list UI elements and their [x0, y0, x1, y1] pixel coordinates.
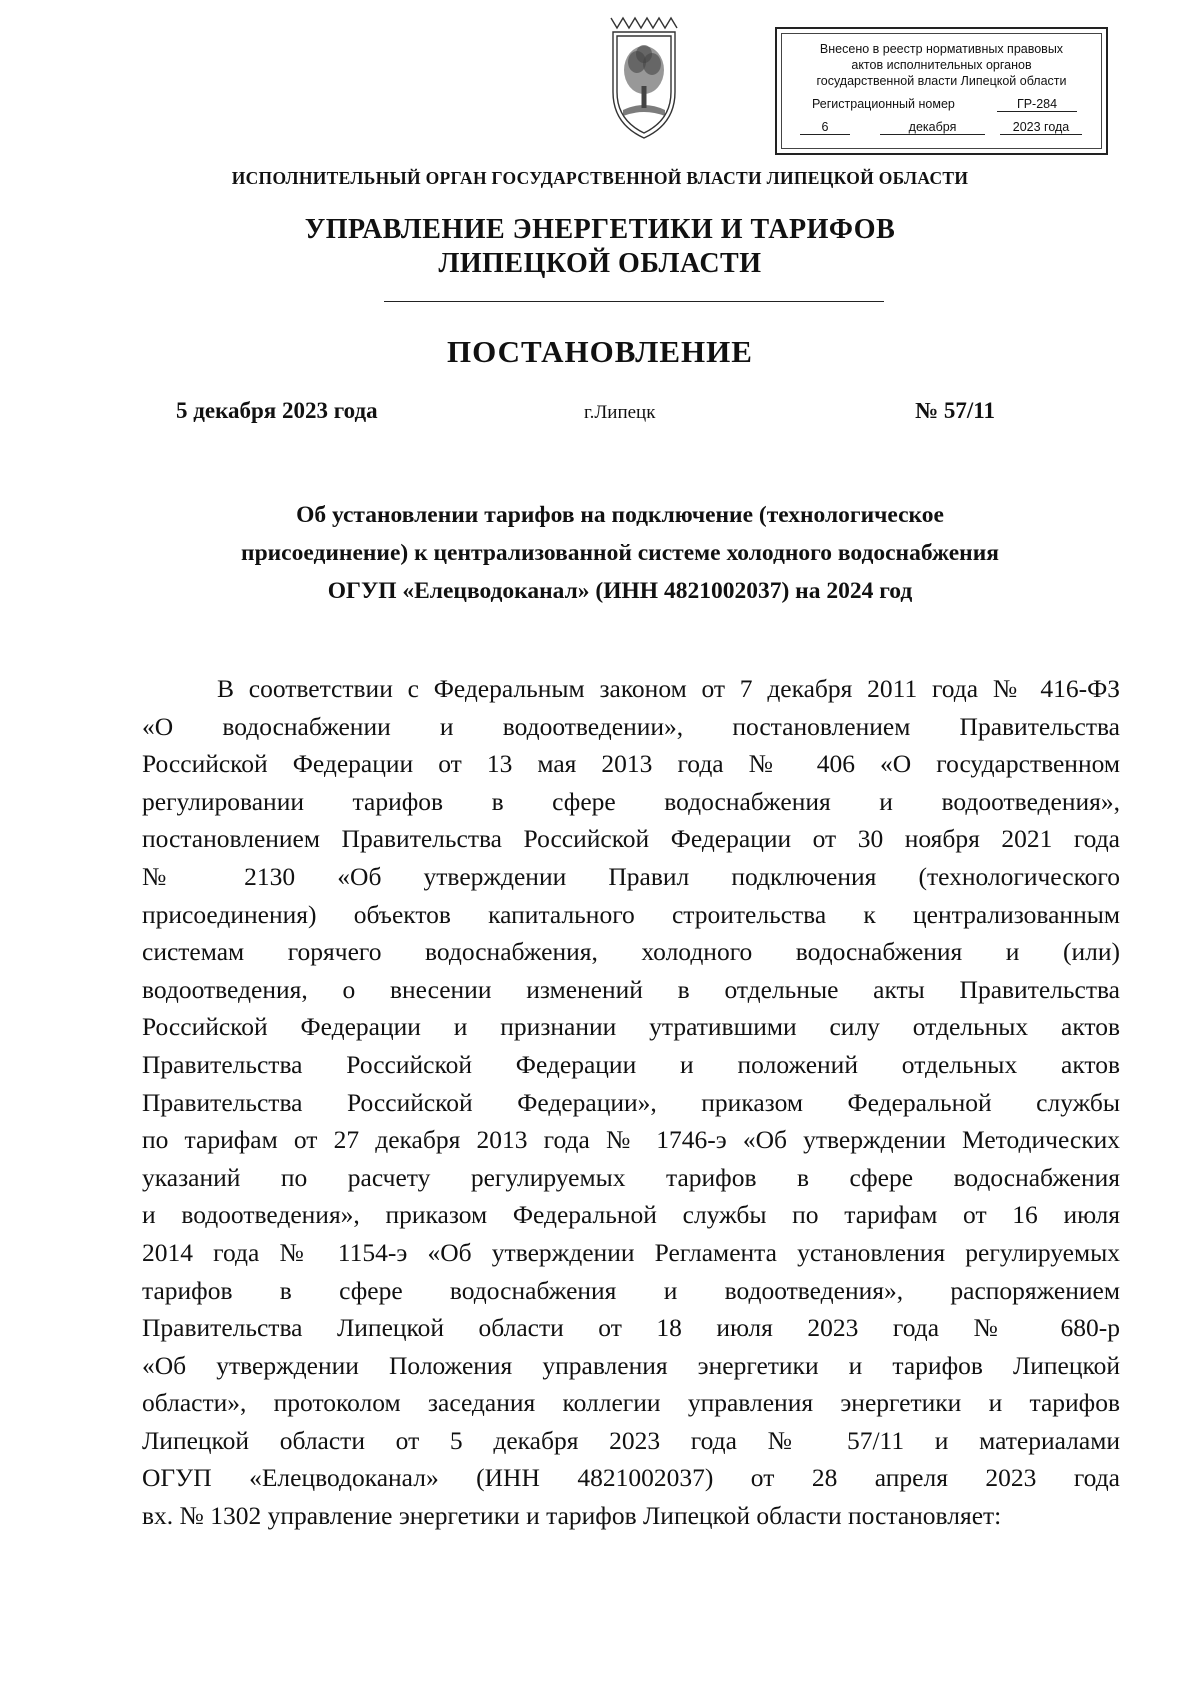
body-line: области», протоколом заседания коллегии управления энергетики и тарифов	[142, 1388, 1120, 1418]
body-line: Липецкой области от 5 декабря 2023 года № 57/11 и материалами	[142, 1425, 1120, 1455]
stamp-day: 6	[800, 120, 850, 135]
body-line: ОГУП «Елецводоканал» (ИНН 4821002037) от 28 апреля 2023 года	[142, 1463, 1120, 1493]
document-date: 5 декабря 2023 года	[176, 398, 378, 423]
document-body	[142, 670, 1120, 1535]
body-line: Правительства Российской Федерации и положений отдельных актов	[142, 1049, 1120, 1079]
issuing-authority: ИСПОЛНИТЕЛЬНЫЙ ОРГАН ГОСУДАРСТВЕННОЙ ВЛАСТИ ЛИПЕЦКОЙ ОБЛАСТИ	[231, 168, 969, 188]
body-line: присоединения) объектов капитального строительства к централизованным	[142, 899, 1120, 929]
registry-stamp	[775, 27, 1108, 155]
body-line: Правительства Липецкой области от 18 июля 2023 года № 680-р	[142, 1313, 1120, 1343]
body-line: системам горячего водоснабжения, холодного водоснабжения и (или)	[142, 937, 1120, 967]
body-line: вх. № 1302 управление энергетики и тарифов Липецкой области постановляет:	[142, 1501, 1002, 1531]
body-line: Российской Федерации от 13 мая 2013 года № 406 «О государственном	[142, 749, 1120, 779]
stamp-line-2: актов исполнительных органов	[851, 58, 1032, 72]
body-line: тарифов в сфере водоснабжения и водоотведения», распоряжением	[142, 1275, 1120, 1305]
body-line: Правительства Российской Федерации», приказом Федеральной службы	[142, 1087, 1120, 1117]
body-line: и водоотведения», приказом Федеральной службы по тарифам от 16 июля	[142, 1200, 1120, 1230]
body-line: № 2130 «Об утверждении Правил подключения (технологического	[142, 861, 1120, 891]
body-line: 2014 года № 1154-э «Об утверждении Регламента установления регулируемых	[142, 1237, 1120, 1267]
coat-of-arms-icon	[603, 14, 685, 142]
department-name-line-1: УПРАВЛЕНИЕ ЭНЕРГЕТИКИ И ТАРИФОВ	[304, 214, 896, 245]
body-line: постановлением Правительства Российской Федерации от 30 ноября 2021 года	[142, 824, 1120, 854]
body-line: водоотведения, о внесении изменений в отдельные акты Правительства	[142, 974, 1120, 1004]
document-city: г.Липецк	[584, 402, 656, 423]
body-line: Российской Федерации и признании утратившими силу отдельных актов	[142, 1012, 1120, 1042]
header-divider	[384, 301, 884, 302]
body-line: указаний по расчету регулируемых тарифов в сфере водоснабжения	[142, 1162, 1120, 1192]
body-line: В соответствии с Федеральным законом от 7 декабря 2011 года № 416-ФЗ	[217, 674, 1120, 703]
body-line: регулировании тарифов в сфере водоснабжения и водоотведения»,	[142, 786, 1120, 816]
department-name-line-2: ЛИПЕЦКОЙ ОБЛАСТИ	[438, 248, 762, 279]
stamp-line-3: государственной власти Липецкой области	[816, 74, 1067, 88]
stamp-reg-number: ГР-284	[997, 97, 1077, 112]
stamp-reg-label: Регистрационный номер	[812, 97, 955, 111]
stamp-month: декабря	[880, 120, 985, 135]
document-title-line-2: присоединение) к централизованной системе холодного водоснабжения	[241, 540, 999, 566]
stamp-year: 2023 года	[1000, 120, 1082, 135]
body-line: «О водоснабжении и водоотведении», постановлением Правительства	[142, 711, 1120, 741]
document-title-line-1: Об установлении тарифов на подключение (технологическое	[296, 502, 944, 528]
document-type: ПОСТАНОВЛЕНИЕ	[447, 334, 753, 369]
body-line: по тарифам от 27 декабря 2013 года № 1746-э «Об утверждении Методических	[142, 1125, 1120, 1155]
body-line: «Об утверждении Положения управления энергетики и тарифов Липецкой	[142, 1350, 1120, 1380]
stamp-line-1: Внесено в реестр нормативных правовых	[819, 42, 1064, 56]
document-title-line-3: ОГУП «Елецводоканал» (ИНН 4821002037) на 2024 год	[327, 578, 913, 604]
document-number: № 57/11	[915, 398, 995, 423]
